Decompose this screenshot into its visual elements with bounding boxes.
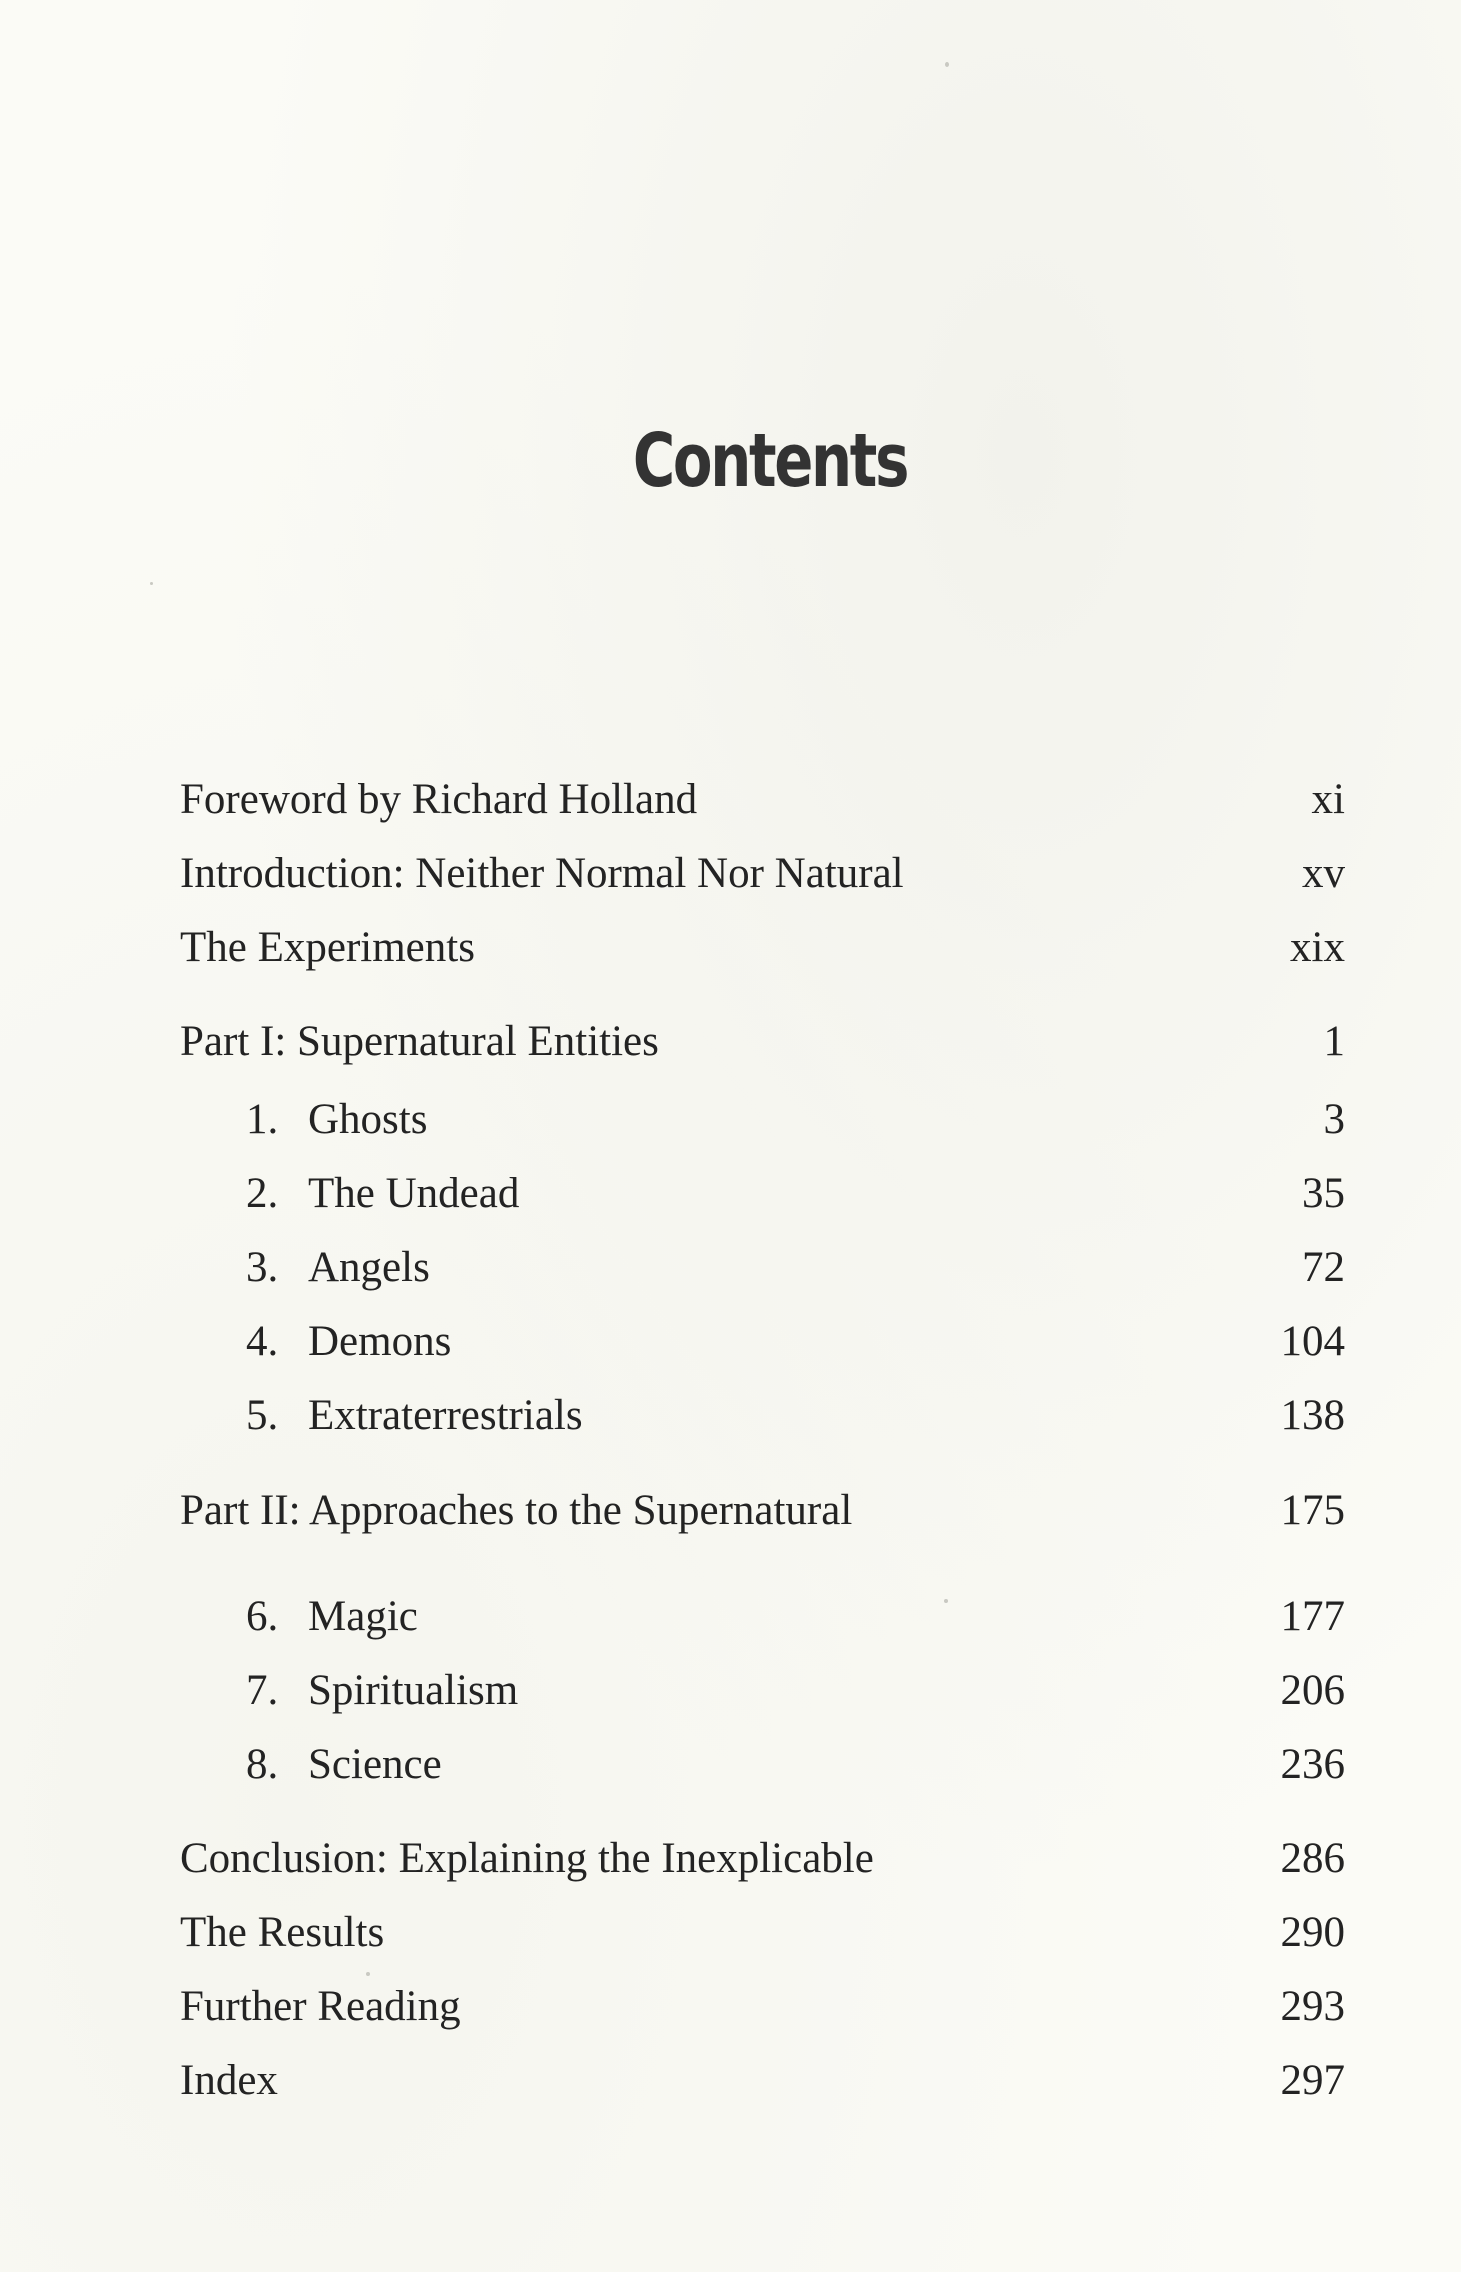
toc-entry-page: 3 [1323,1096,1345,1143]
toc-chapter-4 [180,1312,1345,1372]
chapter-title: Ghosts [308,1096,428,1143]
toc-chapter-1 [180,1090,1345,1150]
toc-chapter-7 [180,1661,1345,1721]
toc-entry-page: 175 [1280,1487,1345,1534]
toc-entry-label: Index [180,2057,278,2104]
toc-entry-label: Foreword by Richard Holland [180,776,698,823]
toc-entry-page: 35 [1302,1170,1345,1217]
toc-entry-page: 206 [1280,1667,1345,1714]
chapter-number: 5. [246,1392,279,1439]
toc-entry-label: Introduction: Neither Normal Nor Natural [180,850,904,897]
toc-chapter-label [246,1386,583,1446]
toc-entry-label: The Results [180,1909,385,1956]
toc-entry-index [180,2051,1345,2111]
toc-entry-page: 104 [1280,1318,1345,1365]
chapter-title: Science [308,1741,442,1788]
toc-chapter-label [246,1312,451,1372]
toc-chapter-6 [180,1587,1345,1647]
chapter-number: 2. [246,1170,279,1217]
toc-entry-page: xi [1311,776,1345,823]
toc-chapter-3 [180,1238,1345,1298]
toc-entry-conclusion [180,1829,1345,1889]
chapter-number: 6. [246,1593,279,1640]
toc-entry-results [180,1903,1345,1963]
chapter-number: 3. [246,1244,279,1291]
toc-entry-label: The Experiments [180,924,475,971]
chapter-title: Extraterrestrials [308,1392,583,1439]
toc-entry-page: 290 [1280,1909,1345,1956]
chapter-number: 1. [246,1096,279,1143]
toc-entry-label: Part II: Approaches to the Supernatural [180,1487,853,1534]
chapter-title: Spiritualism [308,1667,519,1714]
toc-entry-label: Conclusion: Explaining the Inexplicable [180,1835,874,1882]
toc-chapter-label [246,1735,442,1795]
paper-speck [366,1972,370,1976]
chapter-title: The Undead [308,1170,520,1217]
toc-part-2 [180,1481,1345,1541]
toc-chapter-label [246,1587,418,1647]
toc-entry-introduction [180,844,1345,904]
toc-entry-page: xix [1290,924,1345,971]
toc-entry-page: xv [1302,850,1345,897]
page-title: Contents [632,417,908,504]
toc-entry-page: 72 [1302,1244,1345,1291]
toc-entry-page: 1 [1323,1018,1345,1065]
chapter-number: 8. [246,1741,279,1788]
toc-chapter-label [246,1164,519,1224]
toc-chapter-label [246,1090,427,1150]
toc-entry-label: Further Reading [180,1983,461,2030]
chapter-title: Magic [308,1593,418,1640]
paper-speck [945,62,949,67]
toc-chapter-2 [180,1164,1345,1224]
toc-chapter-5 [180,1386,1345,1446]
paper-speck [150,582,153,585]
toc-entry-page: 293 [1280,1983,1345,2030]
toc-entry-label: Part I: Supernatural Entities [180,1018,659,1065]
chapter-number: 4. [246,1318,279,1365]
toc-entry-page: 138 [1280,1392,1345,1439]
toc-part-1 [180,1012,1345,1072]
toc-entry-further-reading [180,1977,1345,2037]
chapter-title: Angels [308,1244,430,1291]
toc-entry-experiments [180,918,1345,978]
toc-entry-page: 177 [1280,1593,1345,1640]
toc-entry-page: 236 [1280,1741,1345,1788]
toc-entry-foreword [180,770,1345,830]
toc-entry-page: 286 [1280,1835,1345,1882]
toc-chapter-label [246,1238,430,1298]
chapter-title: Demons [308,1318,452,1365]
toc-entry-page: 297 [1280,2057,1345,2104]
toc-chapter-8 [180,1735,1345,1795]
toc-chapter-label [246,1661,518,1721]
chapter-number: 7. [246,1667,279,1714]
